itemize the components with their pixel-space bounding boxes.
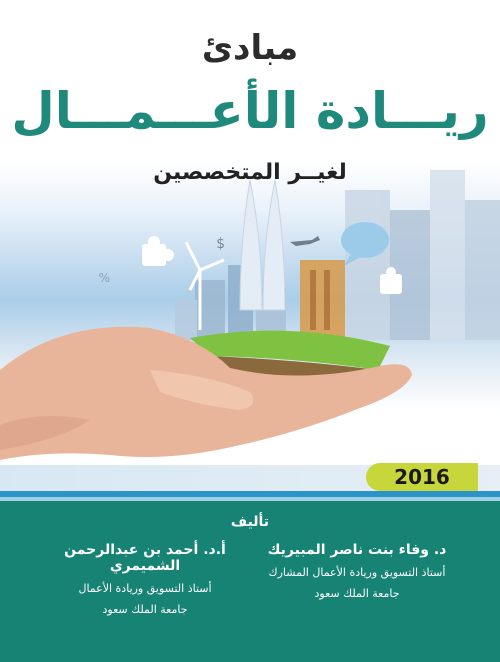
author-2-role: أستاذ التسويق وريادة الأعمال bbox=[78, 582, 212, 595]
year-badge: 2016 bbox=[366, 463, 478, 491]
dollar-icon: $ bbox=[216, 236, 225, 252]
author-1 bbox=[242, 542, 472, 600]
title-main: ريـــادة الأعـــمـــال bbox=[11, 82, 489, 140]
cover-illustration bbox=[0, 170, 500, 470]
author-1-name: د. وفاء بنت ناصر المبيريك bbox=[267, 542, 447, 558]
author-2-university: جامعة الملك سعود bbox=[102, 603, 188, 616]
airplane-icon bbox=[290, 236, 320, 246]
percent-icon: % bbox=[98, 271, 110, 285]
city-skyline bbox=[175, 170, 500, 340]
author-2-name: أ.د. أحمد بن عبدالرحمن الشميمري bbox=[64, 542, 226, 574]
by-label: تأليف bbox=[230, 514, 270, 530]
title-top: مبادئ bbox=[201, 28, 299, 68]
author-1-university: جامعة الملك سعود bbox=[314, 587, 400, 600]
subtitle: لغيــر المتخصصين bbox=[153, 160, 347, 185]
author-2 bbox=[30, 542, 260, 616]
author-1-role: أستاذ التسويق وريادة الأعمال المشارك bbox=[268, 566, 446, 579]
